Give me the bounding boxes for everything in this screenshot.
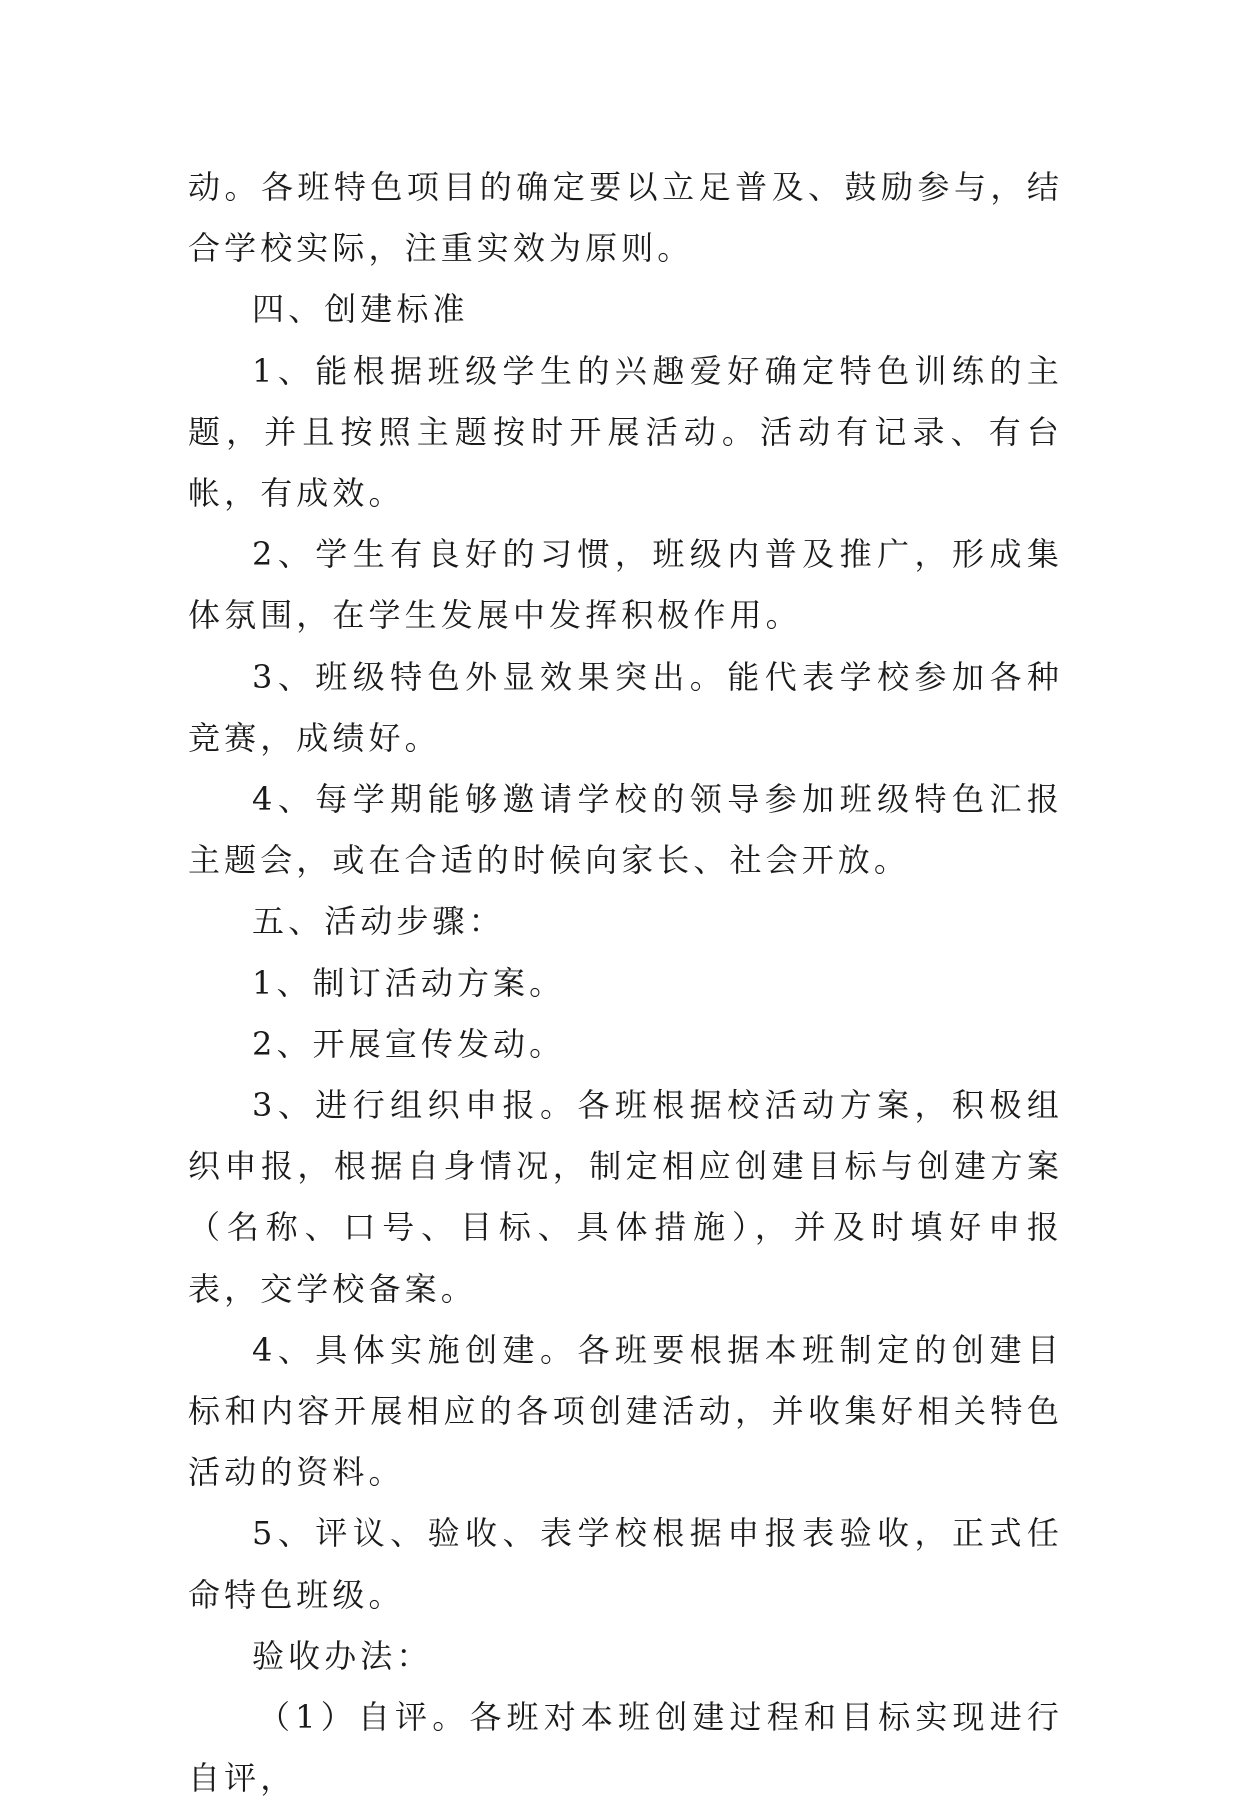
paragraph-continuation: 动。各班特色项目的确定要以立足普及、鼓励参与，结合学校实际，注重实效为原则。 xyxy=(188,168,1063,268)
step-item-3: 3、进行组织申报。各班根据校活动方案，积极组织申报，根据自身情况，制定相应创建目标与创建方案（名称、口号、目标、具体措施），并及时填好申报表，交学校备案。 xyxy=(188,1086,1063,1308)
heading-acceptance-method: 验收办法： xyxy=(252,1636,433,1675)
step-item-5: 5、评议、验收、表学校根据申报表验收，正式任命特色班级。 xyxy=(188,1514,1063,1614)
step-item-4: 4、具体实施创建。各班要根据本班制定的创建目标和内容开展相应的各项创建活动，并收集好相关特色活动的资料。 xyxy=(188,1330,1063,1492)
section-heading-creation-standards: 四、创建标准 xyxy=(252,290,469,329)
step-item-2: 2、开展宣传发动。 xyxy=(252,1024,566,1063)
standard-item-2: 2、学生有良好的习惯，班级内普及推广，形成集体氛围，在学生发展中发挥积极作用。 xyxy=(188,535,1063,635)
standard-item-3: 3、班级特色外显效果突出。能代表学校参加各种竞赛，成绩好。 xyxy=(188,657,1063,757)
standard-item-1: 1、能根据班级学生的兴趣爱好确定特色训练的主题，并且按照主题按时开展活动。活动有记录、有台帐，有成效。 xyxy=(188,351,1063,513)
standard-item-4: 4、每学期能够邀请学校的领导参加班级特色汇报主题会，或在合适的时候向家长、社会开放。 xyxy=(188,780,1063,880)
acceptance-item-1: （1）自评。各班对本班创建过程和目标实现进行自评， xyxy=(188,1698,1063,1798)
section-heading-activity-steps: 五、活动步骤： xyxy=(252,902,505,941)
document-body xyxy=(188,157,1063,1809)
step-item-1: 1、制订活动方案。 xyxy=(252,963,566,1002)
